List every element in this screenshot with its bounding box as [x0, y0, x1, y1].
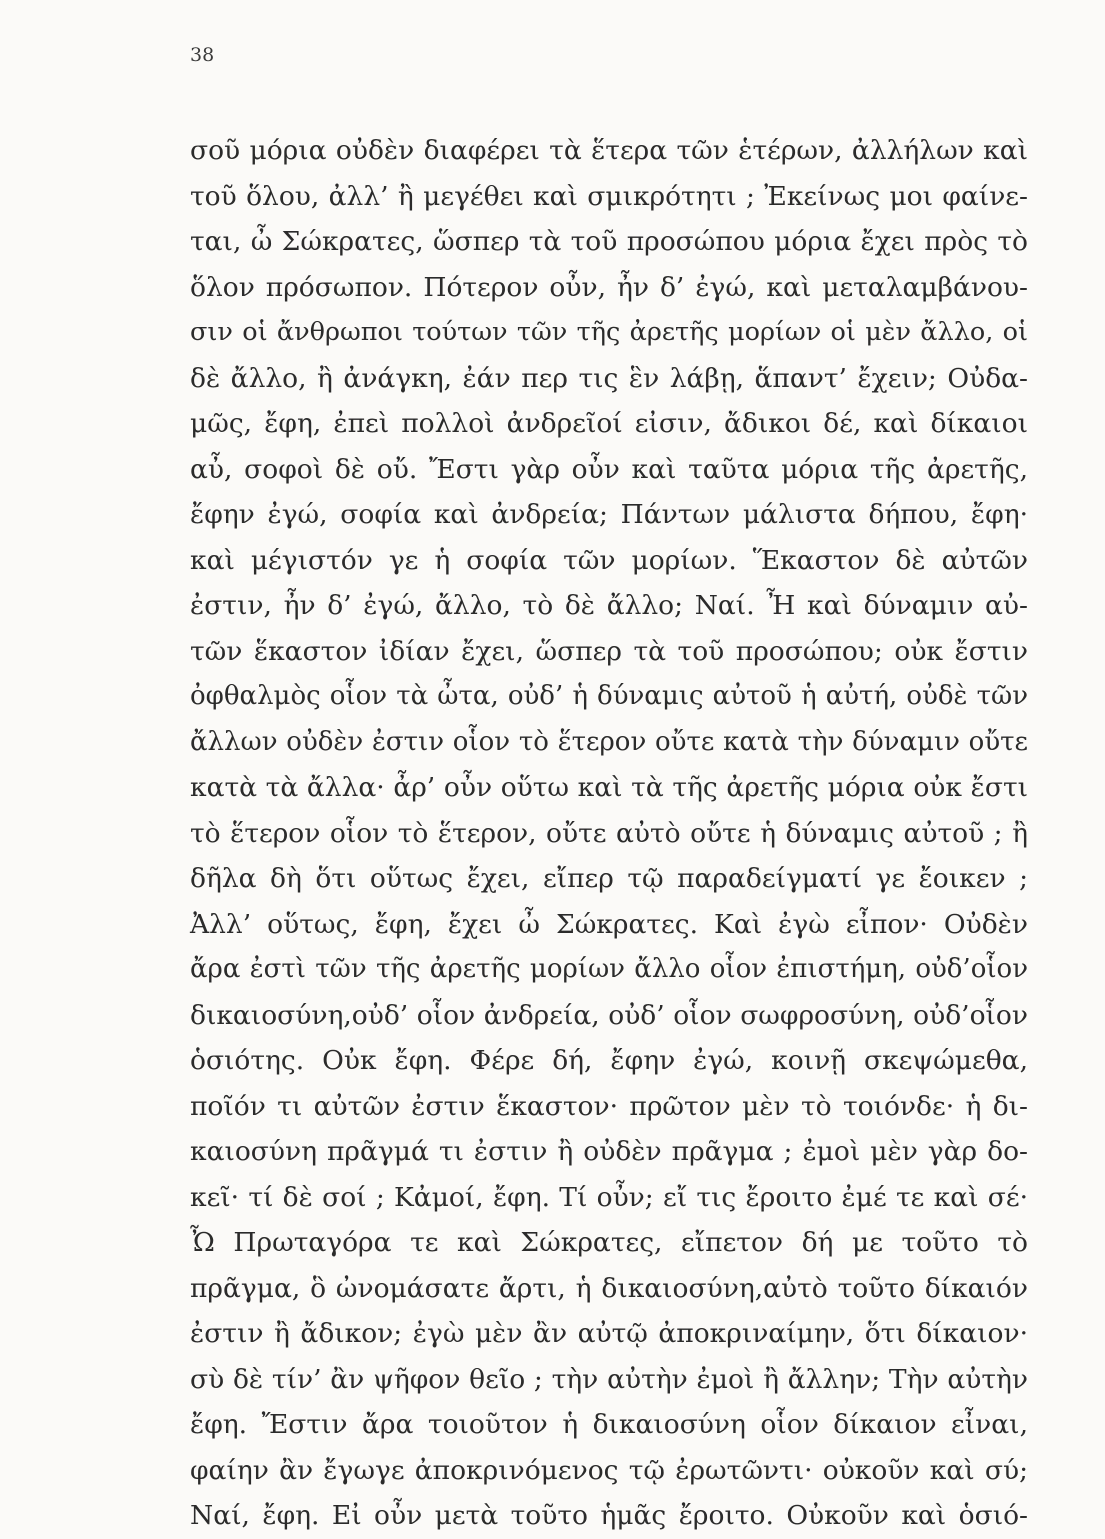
text-line: τὸ ἕτερον οἷον τὸ ἕτερον, οὔτε αὐτὸ οὔτε ἡ δύναμις αὐτοῦ ; ἢ	[190, 817, 1028, 849]
text-body	[190, 128, 1028, 1539]
text-line: ἄρα ἐστὶ τῶν τῆς ἀρετῆς μορίων ἄλλο οἷον ἐπιστήμη, οὐδ’οἷον	[190, 954, 1028, 984]
text-line: Ἀλλ’ οὕτως, ἔφη, ἔχει ὦ Σώκρατες. Καὶ ἐγὼ εἶπον· Οὐδὲν	[190, 908, 1028, 940]
text-line: Ναί, ἔφη. Εἰ οὖν μετὰ τοῦτο ἡμᾶς ἔροιτο. Οὐκοῦν καὶ ὁσιό-	[190, 1500, 1028, 1531]
text-line: σὺ δὲ τίν’ ἂν ψῆφον θεῖο ; τὴν αὐτὴν ἐμοὶ ἢ ἄλλην; Τὴν αὐτὴν	[190, 1363, 1028, 1395]
text-line: σιν οἱ ἄνθρωποι τούτων τῶν τῆς ἀρετῆς μορίων οἱ μὲν ἄλλο, οἱ	[190, 317, 1028, 347]
text-line: ὁσιότης. Οὐκ ἔφη. Φέρε δή, ἔφην ἐγώ, κοινῇ σκεψώμεθα,	[190, 1045, 1028, 1076]
text-line: δικαιοσύνη,οὐδ’ οἷον ἀνδρεία, οὐδ’ οἷον σωφροσύνη, οὐδ’οἷον	[190, 999, 1028, 1031]
text-line: ἐστιν, ἦν δ’ ἐγώ, ἄλλο, τὸ δὲ ἄλλο; Ναί. Ἦ καὶ δύναμιν αὐ-	[190, 590, 1028, 621]
text-line: αὖ, σοφοὶ δὲ οὔ. Ἔστι γὰρ οὖν καὶ ταῦτα μόρια τῆς ἀρετῆς,	[190, 453, 1028, 485]
text-line: τῶν ἕκαστον ἰδίαν ἔχει, ὥσπερ τὰ τοῦ προσώπου; οὐκ ἔστιν	[190, 635, 1028, 667]
text-line: καιοσύνη πρᾶγμά τι ἐστιν ἢ οὐδὲν πρᾶγμα ; ἐμοὶ μὲν γὰρ δο-	[190, 1136, 1028, 1167]
text-line: πρᾶγμα, ὃ ὠνομάσατε ἄρτι, ἡ δικαιοσύνη,αὐτὸ τοῦτο δίκαιόν	[190, 1272, 1028, 1304]
text-line: σοῦ μόρια οὐδὲν διαφέρει τὰ ἕτερα τῶν ἑτέρων, ἀλλήλων καὶ	[190, 135, 1028, 166]
text-line: ἔφη. Ἔστιν ἄρα τοιοῦτον ἡ δικαιοσύνη οἷον δίκαιον εἶναι,	[190, 1409, 1028, 1440]
text-line: κεῖ· τί δὲ σοί ; Κἀμοί, ἔφη. Τί οὖν; εἴ τις ἔροιτο ἐμέ τε καὶ σέ·	[190, 1181, 1028, 1213]
text-line: δὲ ἄλλο, ἢ ἀνάγκη, ἐάν περ τις ἓν λάβῃ, ἅπαντ’ ἔχειν; Οὐδα-	[190, 362, 1028, 394]
text-line: ὀφθαλμὸς οἷον τὰ ὦτα, οὐδ’ ἡ δύναμις αὐτοῦ ἡ αὐτή, οὐδὲ τῶν	[190, 681, 1028, 711]
text-line: ται, ὦ Σώκρατες, ὥσπερ τὰ τοῦ προσώπου μόρια ἔχει πρὸς τὸ	[190, 226, 1028, 257]
text-line: καὶ μέγιστόν γε ἡ σοφία τῶν μορίων. Ἕκαστον δὲ αὐτῶν	[190, 544, 1028, 576]
text-line: ἐστιν ἢ ἄδικον; ἐγὼ μὲν ἂν αὐτῷ ἀποκριναίμην, ὅτι δίκαιον·	[190, 1318, 1028, 1349]
text-line: δῆλα δὴ ὅτι οὕτως ἔχει, εἴπερ τῷ παραδείγματί γε ἔοικεν ;	[190, 863, 1028, 894]
text-line: μῶς, ἔφη, ἐπεὶ πολλοὶ ἀνδρεῖοί εἰσιν, ἄδικοι δέ, καὶ δίκαιοι	[190, 408, 1028, 439]
text-line: ποῖόν τι αὐτῶν ἐστιν ἕκαστον· πρῶτον μὲν τὸ τοιόνδε· ἡ δι-	[190, 1090, 1028, 1122]
text-line: ὅλον πρόσωπον. Πότερον οὖν, ἦν δ’ ἐγώ, καὶ μεταλαμβάνου-	[190, 271, 1028, 303]
text-line: Ὦ Πρωταγόρα τε καὶ Σώκρατες, εἴπετον δή με τοῦτο τὸ	[190, 1227, 1028, 1258]
page-number: 38	[190, 44, 215, 66]
text-line: ἔφην ἐγώ, σοφία καὶ ἀνδρεία; Πάντων μάλιστα δήπου, ἔφη·	[190, 499, 1028, 530]
text-line: φαίην ἂν ἔγωγε ἀποκρινόμενος τῷ ἐρωτῶντι· οὐκοῦν καὶ σύ;	[190, 1454, 1028, 1486]
text-line: ἄλλων οὐδὲν ἐστιν οἷον τὸ ἕτερον οὔτε κατὰ τὴν δύναμιν οὔτε	[190, 726, 1028, 757]
text-line: κατὰ τὰ ἄλλα· ἆρ’ οὖν οὕτω καὶ τὰ τῆς ἀρετῆς μόρια οὐκ ἔστι	[190, 772, 1028, 803]
text-line: τοῦ ὅλου, ἀλλ’ ἢ μεγέθει καὶ σμικρότητι ; Ἐκείνως μοι φαίνε-	[190, 180, 1028, 212]
